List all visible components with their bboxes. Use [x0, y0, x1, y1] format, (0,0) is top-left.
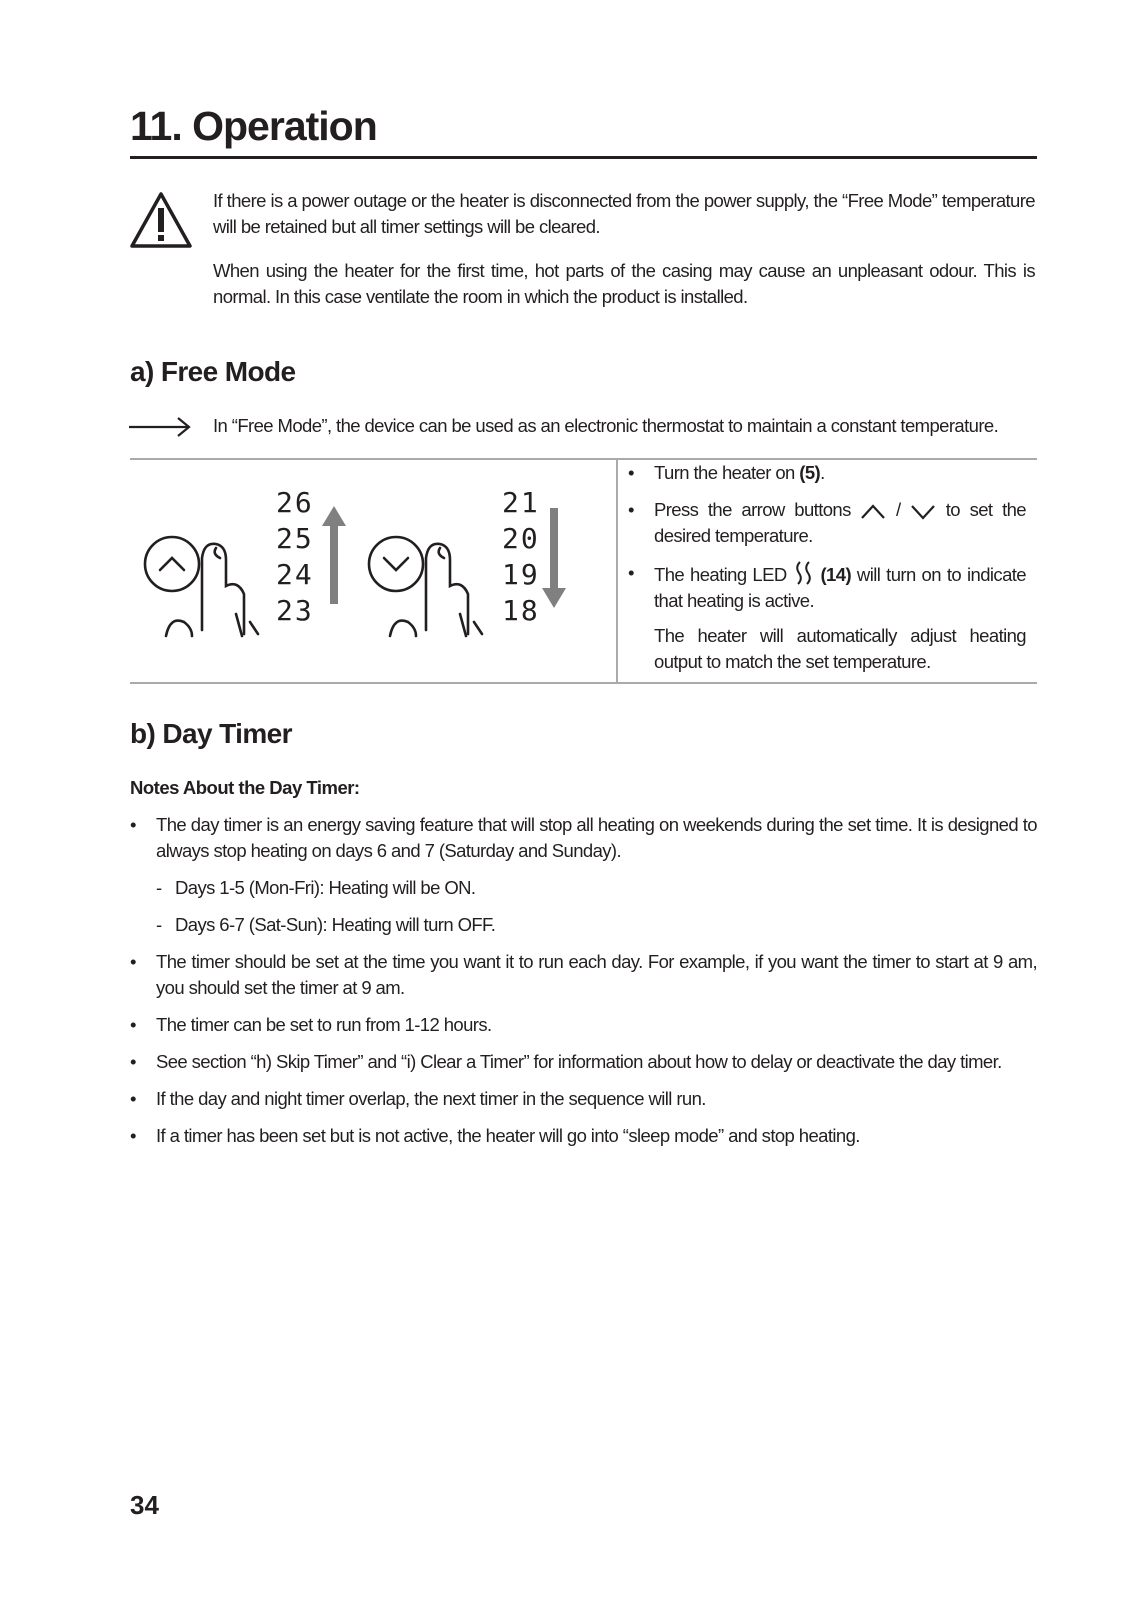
chevron-down-icon: [910, 503, 936, 521]
warning-paragraph-1: If there is a power outage or the heater is disconnected from the power supply, the “Free Mode” temperature will be retained but all timer settings will be cleared.: [213, 190, 1035, 237]
temperature-digit-readout: 24: [276, 558, 314, 591]
step-auto-adjust-note: The heater will automatically adjust heating output to match the set temperature.: [654, 625, 1026, 672]
step-turn-on: • Turn the heater on (5).: [628, 462, 825, 483]
arrow-right-icon: [128, 416, 192, 438]
temperature-digit-readout: 25: [276, 522, 314, 555]
up-button-circle: [145, 537, 199, 591]
temperature-digit-readout: 20: [502, 522, 540, 555]
warning-paragraph-2: When using the heater for the first time, hot parts of the casing may cause an unpleasant odour. This is normal. In this case ventilate the room in which the product is installed.: [213, 260, 1035, 307]
chevron-down-icon: [384, 558, 408, 570]
day-timer-notes-heading: Notes About the Day Timer:: [130, 777, 360, 798]
up-button-press-illustration: [145, 537, 258, 636]
title-divider: [130, 156, 1037, 159]
day-timer-notes-list: [130, 812, 1037, 1160]
heating-led-icon: [793, 560, 815, 586]
step-heating-led: • The heating LED (14) will turn on to indicate that heating is active.: [628, 562, 1026, 611]
day-timer-note-item: • The day timer is an energy saving feature that will stop all heating on weekends during the set time. It is designed to always stop heating on days 6 and 7 (Saturday and Sunday).: [130, 814, 1037, 861]
down-temperature-sequence: [502, 488, 540, 627]
page-number: 34: [130, 1490, 159, 1520]
temperature-digit-readout: 19: [502, 558, 540, 591]
table-column-divider: [616, 458, 618, 682]
free-mode-steps: [628, 460, 1026, 686]
page-title: 11. Operation: [130, 103, 377, 149]
down-button-press-illustration: [369, 537, 482, 636]
day-timer-note-item: • The timer can be set to run from 1-12 hours.: [130, 1014, 492, 1035]
chevron-up-icon: [860, 503, 886, 521]
day-timer-heading: b) Day Timer: [130, 718, 292, 749]
temperature-digit-readout: 23: [276, 594, 314, 627]
down-arrow-icon: [542, 508, 566, 608]
day-timer-note-item: • See section “h) Skip Timer” and “i) Clear a Timer” for information about how to delay or deactivate the day timer.: [130, 1051, 1002, 1072]
day-timer-sub-item: - Days 6-7 (Sat-Sun): Heating will turn OFF.: [156, 914, 496, 935]
day-timer-note-item: • If the day and night timer overlap, the next timer in the sequence will run.: [130, 1088, 706, 1109]
day-timer-note-item: • If a timer has been set but is not active, the heater will go into “sleep mode” and stop heating.: [130, 1125, 860, 1146]
free-mode-note: In “Free Mode”, the device can be used as an electronic thermostat to maintain a constant temperature.: [213, 415, 999, 436]
temperature-digit-readout: 21: [502, 488, 540, 519]
chevron-up-icon: [160, 558, 184, 570]
free-mode-heading: a) Free Mode: [130, 356, 296, 387]
day-timer-sub-item: - Days 1-5 (Mon-Fri): Heating will be ON.: [156, 877, 476, 898]
step-press-arrows: • Press the arrow buttons / to set the desired temperature.: [628, 499, 1026, 546]
temperature-adjust-illustration: [140, 488, 580, 658]
up-arrow-icon: [322, 506, 346, 604]
down-button-circle: [369, 537, 423, 591]
day-timer-note-item: • The timer should be set at the time you want it to run each day. For example, if you want the timer to start at 9 am, you should set the timer at 9 am.: [130, 951, 1037, 998]
up-temperature-sequence: [276, 488, 314, 627]
warning-triangle-icon: [128, 190, 194, 250]
temperature-digit-readout: 18: [502, 594, 540, 627]
temperature-digit-readout: 26: [276, 488, 314, 519]
